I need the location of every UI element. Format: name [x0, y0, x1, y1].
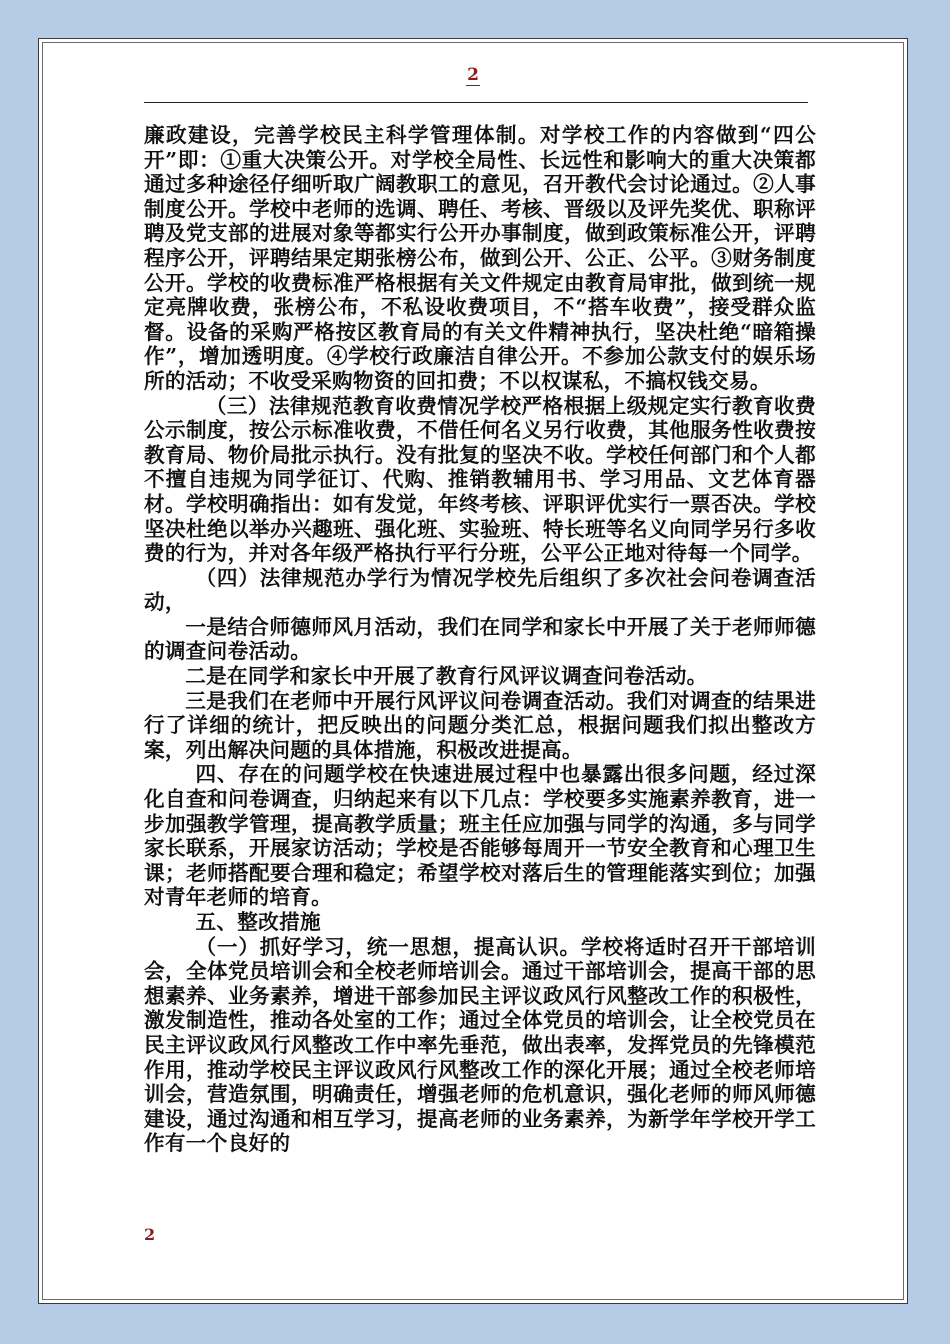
paragraph: 一是结合师德师风月活动，我们在同学和家长中开展了关于老师师德的调查问卷活动。: [144, 614, 816, 664]
document-page: [38, 38, 908, 1304]
header-page-number-text: 2: [467, 65, 479, 85]
paragraph: （三）法律规范教育收费情况学校严格根据上级规定实行教育收费公示制度，按公示标准收费，不借任何名义另行收费，其他服务性收费按教育局、物价局批示执行。没有批复的坚决不收。学校任何部门和个人都不擅自违规为同学征订、代购、推销教辅用书、学习用品、文艺体育器材。学校明确指出：如有发觉，年终考核、评职评优实行一票否决。学校坚决杜绝以举办兴趣班、强化班、实验班、特长班等名义向同学另行多收费的行为，并对各年级严格执行平行分班，公平公正地对待每一个同学。: [144, 393, 816, 566]
paragraph: 二是在同学和家长中开展了教育行风评议调查问卷活动。: [185, 664, 708, 689]
paragraph: 四、存在的问题学校在快速进展过程中也暴露出很多问题，经过深化自查和问卷调查，归纳起来有以下几点：学校要多实施素养教育，进一步加强教学管理，提高教学质量；班主任应加强与同学的沟通，多与同学家长联系，开展家访活动；学校是否能够每周开一节安全教育和心理卫生课；老师搭配要合理和稳定；希望学校对落后生的管理能落实到位；加强对青年老师的培育。: [144, 762, 816, 910]
paragraph: 三是我们在老师中开展行风评议问卷调查活动。我们对调查的结果进行了详细的统计，把反映出的问题分类汇总，根据问题我们拟出整改方案，列出解决问题的具体措施，积极改进提高。: [144, 688, 816, 762]
header-rule: [144, 102, 808, 103]
paragraph: （四）法律规范办学行为情况学校先后组织了多次社会问卷调查活动，: [144, 565, 816, 615]
body-text: [144, 123, 816, 1156]
paragraph: （一）抓好学习，统一思想，提高认识。学校将适时召开干部培训会，全体党员培训会和全校老师培训会。通过干部培训会，提高干部的思想素养、业务素养，增进干部参加民主评议政风行风整改工作的积极性，激发制造性，推动各处室的工作；通过全体党员的培训会，让全校党员在民主评议政风行风整改工作中率先垂范，做出表率，发挥党员的先锋模范作用，推动学校民主评议政风行风整改工作的深化开展；通过全校老师培训会，营造氛围，明确责任，增强老师的危机意识，强化老师的师风师德建设，通过沟通和相互学习，提高老师的业务素养，为新学年学校开学工作有一个良好的: [144, 934, 816, 1156]
header-page-number: [39, 65, 907, 85]
footer-page-number: 2: [144, 1225, 156, 1244]
paragraph: 廉政建设，完善学校民主科学管理体制。对学校工作的内容做到“四公开”即：①重大决策公开。对学校全局性、长远性和影响大的重大决策都通过多种途径仔细听取广阔教职工的意见，召开教代会讨论通过。②人事制度公开。学校中老师的选调、聘任、考核、晋级以及评先奖优、职称评聘及党支部的进展对象等都实行公开办事制度，做到政策标准公开，评聘程序公开，评聘结果定期张榜公布，做到公开、公正、公平。③财务制度公开。学校的收费标准严格根据有关文件规定由教育局审批，做到统一规定亮牌收费，张榜公布，不私设收费项目，不“搭车收费”，接受群众监督。设备的采购严格按区教育局的有关文件精神执行，坚决杜绝“暗箱操作”，增加透明度。④学校行政廉洁自律公开。不参加公款支付的娱乐场所的活动；不收受采购物资的回扣费；不以权谋私，不搞权钱交易。: [144, 123, 816, 393]
paragraph-heading: 五、整改措施: [195, 910, 321, 934]
